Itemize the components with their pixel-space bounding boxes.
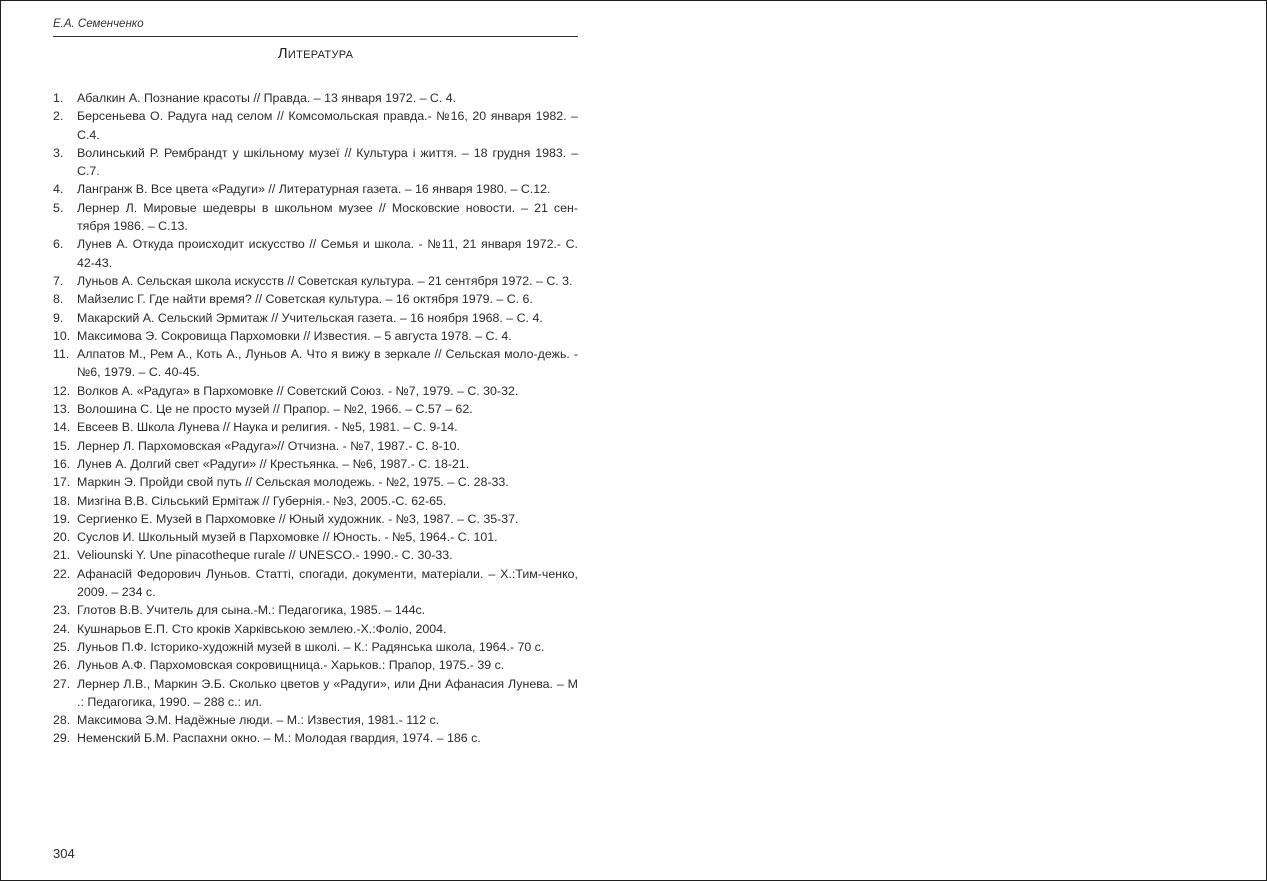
reference-number: 15. [53,438,71,453]
reference-number: 8. [53,292,64,307]
reference-item [53,620,578,638]
reference-text: Абалкин А. Познание красоты // Правда. – 13 января 1972. – С. 4. [77,91,457,105]
reference-item [53,309,578,327]
reference-item [53,418,578,436]
reference-item [53,510,578,528]
reference-text: Сергиенко Е. Музей в Пархомовке // Юный художник. - №3, 1987. – С. 35-37. [77,511,519,526]
reference-number: 1. [53,91,64,105]
reference-number: 16. [53,456,71,471]
reference-number: 4. [53,182,64,197]
reference-item [53,437,578,455]
reference-item [53,638,578,656]
reference-item [53,492,578,510]
reference-text: Лунев А. Откуда происходит искусство // Семья и школа. - №11, 21 января 1972.- С. 42-43. [77,237,578,270]
reference-number: 14. [53,420,71,435]
page-number: 304 [53,846,75,861]
reference-text: Глотов В.В. Учитель для сына.-М.: Педагогика, 1985. – 144с. [77,603,426,618]
reference-item [53,601,578,619]
running-head: Е.А. Семенченко [53,17,578,37]
reference-text: Волошина С. Це не просто музей // Прапор. – №2, 1966. – С.57 – 62. [77,402,473,417]
reference-text: Луньов А. Сельская школа искусств // Советская культура. – 21 сентября 1972. – С. 3. [77,273,573,288]
reference-number: 26. [53,658,71,673]
reference-number: 27. [53,676,71,691]
reference-text: Берсеньева О. Радуга над селом // Комсомольская правда.- №16, 20 января 1982. – С.4. [77,109,578,142]
reference-text: Veliounski Y. Une pinacotheque rurale // UNESCO.- 1990.- С. 30-33. [77,548,453,563]
reference-number: 17. [53,475,71,490]
reference-text: Кушнарьов Е.П. Сто кроків Харківською землею.-Х.:Фоліо, 2004. [77,621,447,636]
reference-number: 18. [53,493,71,508]
reference-item [53,235,578,272]
reference-number: 2. [53,109,64,124]
page-title: Литература [277,45,354,62]
reference-text: Суслов И. Школьный музей в Пархомовке // Юность. - №5, 1964.- С. 101. [77,530,498,545]
reference-number: 22. [53,566,71,581]
reference-text: Макарский А. Сельский Эрмитаж // Учительская газета. – 16 ноября 1968. – С. 4. [77,310,543,325]
reference-item [53,565,578,602]
reference-item [53,546,578,564]
reference-text: Максимова Э. Сокровища Пархомовки // Известия. – 5 августа 1978. – С. 4. [77,328,512,343]
reference-item [53,711,578,729]
reference-number: 6. [53,237,64,252]
reference-text: Майзелис Г. Где найти время? // Советская культура. – 16 октября 1979. – С. 6. [77,292,533,307]
reference-list [53,89,578,748]
reference-text: Неменский Б.М. Распахни окно. – М.: Молодая гвардия, 1974. – 186 с. [77,731,481,746]
reference-number: 5. [53,200,64,215]
reference-number: 10. [53,328,71,343]
reference-item [53,675,578,712]
reference-text: Мизгіна В.В. Сільський Ермітаж // Губернія.- №3, 2005.-С. 62-65. [77,493,447,508]
reference-text: Лернер Л.В., Маркин Э.Б. Сколько цветов у «Радуги», или Дни Афанасия Лунева. – М .: Педагогика, 1990. – 288 с.: ил. [77,676,578,709]
reference-text: Евсеев В. Школа Лунева // Наука и религия. - №5, 1981. – С. 9-14. [77,420,458,435]
reference-number: 23. [53,603,71,618]
reference-item [53,144,578,181]
reference-item [53,400,578,418]
reference-number: 9. [53,310,64,325]
reference-text: Максимова Э.М. Надёжные люди. – М.: Известия, 1981.- 112 с. [77,713,440,728]
reference-text: Лунев А. Долгий свет «Радуги» // Крестьянка. – №6, 1987.- С. 18-21. [77,456,470,471]
reference-text: Алпатов М., Рем А., Коть А., Луньов А. Что я вижу в зеркале // Сельская моло-дежь. - №6, 1979. – С. 40-45. [77,347,578,380]
reference-number: 7. [53,273,64,288]
reference-item [53,89,578,107]
reference-text: Луньов А.Ф. Пархомовская сокровищница.- Харьков.: Прапор, 1975.- 39 с. [77,658,505,673]
reference-item [53,199,578,236]
reference-item [53,272,578,290]
reference-item [53,345,578,382]
reference-text: Волинський Р. Рембрандт у шкільному музеї // Культура і життя. – 18 грудня 1983. – С.7. [77,145,578,179]
reference-number: 28. [53,713,71,728]
reference-item [53,107,578,144]
reference-number: 29. [53,731,71,746]
reference-number: 12. [53,383,71,398]
reference-number: 19. [53,511,71,526]
reference-item [53,290,578,308]
reference-item [53,528,578,546]
reference-item [53,473,578,491]
reference-number: 11. [53,347,70,362]
reference-item [53,455,578,473]
reference-number: 13. [53,402,71,417]
reference-text: Маркин Э. Пройди свой путь // Сельская молодежь. - №2, 1975. – С. 28-33. [77,475,509,490]
reference-text: Лернер Л. Пархомовская «Радуга»// Отчизна. - №7, 1987.- С. 8-10. [77,438,460,453]
reference-number: 21. [53,548,71,563]
reference-text: Лангранж В. Все цвета «Радуги» // Литературная газета. – 16 января 1980. – С.12. [77,182,551,197]
reference-item [53,656,578,674]
reference-number: 25. [53,639,71,654]
reference-item [53,382,578,400]
reference-text: Луньов П.Ф. Історико-художній музей в школі. – К.: Радянська школа, 1964.- 70 с. [77,639,545,654]
reference-text: Афанасій Федорович Луньов. Статті, спогади, документи, матеріали. – Х.:Тим-ченко, 2009. – 234 с. [77,566,578,600]
reference-item [53,180,578,198]
reference-number: 24. [53,621,71,636]
reference-item [53,327,578,345]
reference-text: Волков А. «Радуга» в Пархомовке // Советский Союз. - №7, 1979. – С. 30-32. [77,383,519,398]
reference-item [53,729,578,747]
reference-number: 3. [53,145,64,160]
reference-number: 20. [53,530,71,545]
reference-text: Лернер Л. Мировые шедевры в школьном музее // Московские новости. – 21 сен-тября 1986. – С.13. [77,200,578,234]
